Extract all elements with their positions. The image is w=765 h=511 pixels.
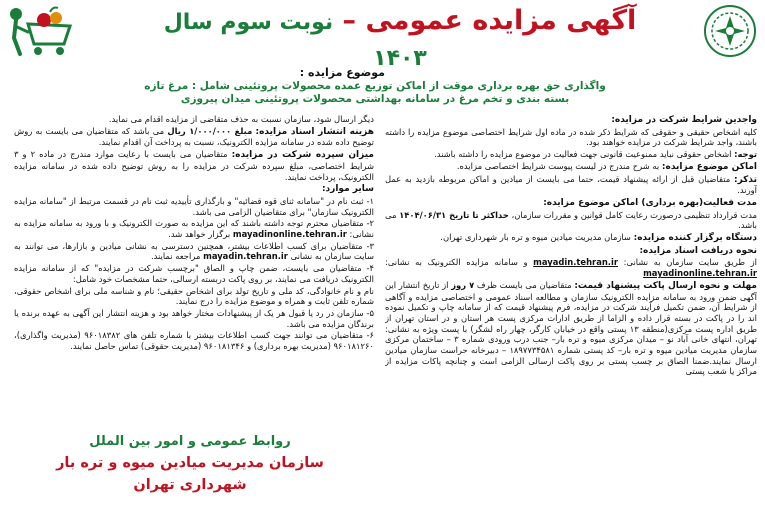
list-item: نام و نام خانوادگی، کد ملی و تاریخ تولد برای اشخاص حقیقی؛ نام و شناسه ملی برای اشخاص حقوقی، شماره تلفن ثابت و همراه و موضوع مزایده را درج نمایند. [14, 285, 374, 307]
title-separator: – [333, 5, 366, 36]
right-column [385, 114, 757, 508]
intro-text: دیگر ارسال شود، سازمان نسبت به حذف متقاضی از مزایده اقدام می نماید. [108, 114, 374, 124]
footer-department: روابط عمومی و امور بین الملل [89, 434, 291, 449]
note-text: اشخاص حقوقی نباید ممنوعیت قانونی جهت فعالیت در موضوع مزایده را داشته باشند. [434, 149, 732, 160]
receive-heading: نحوه دریافت اسناد مزایده: [639, 245, 757, 256]
footer-organization: سازمان مدیریت میادین میوه و تره بار شهرداری تهران [56, 455, 324, 493]
title-main: آگهی مزایده عمومی [365, 5, 637, 36]
cost-heading: هزینه انتشار اسناد مزایده: [255, 126, 374, 137]
reminder-text: متقاضیان قبل از ارائه پیشنهاد قیمت، حتما می بایست از میادین و اماکن مربوطه بازدید به عمل آورند. [385, 173, 757, 196]
site-link[interactable]: mayadin.tehran.ir [533, 257, 618, 268]
item-2-text: ۲- متقاضیان محترم توجه داشته باشند که این مزایده به صورت الکترونیک و با ورود به سامانه مزایده به نشانی: [14, 218, 374, 240]
list-item: ۶- متقاضیان می توانند جهت کسب اطلاعات بیشتر با شماره تلفن های ۹۶۰۱۸۳۸۲ (مدیریت واگذاری)، ۹۶۰۱۸۱۲۶۰ (مدیریت بهره برداری) و ۹۶۰۱۸۱۳۴۶ (مدیریت حقوقی) تماس حاصل نمایند. [14, 330, 374, 352]
footer-signature [40, 432, 340, 496]
left-column [14, 114, 374, 414]
online-auction-link[interactable]: mayadinonline.tehran.ir [643, 268, 757, 279]
duration-end: می باشد. [385, 209, 757, 231]
deposit-heading: میزان سپرده شرکت در مزایده: [231, 150, 374, 161]
cost-text: می باشد که متقاضیان می بایست به روش توضیح داده شده در سامانه مزایده الکترونیک، نسبت به پرداخت آن اقدام نمایند. [14, 125, 374, 148]
deadline-text-1: متقاضیان می بایست ظرف [476, 279, 572, 290]
item-2-end: برگزار خواهد شد. [168, 229, 231, 240]
reminder-heading: تذکر: [733, 174, 757, 185]
duration-deadline: حداکثر تا تاریخ ۱۴۰۴/۰۶/۳۱ [399, 209, 509, 220]
deposit-text: متقاضیان می بایست با رعایت موارد مندرج در ماده ۲ و ۳ شرایط اختصاصی، مبلغ سپرده شرکت در مزایده را به روش توضیح داده شده در سامانه مزایده الکترونیک، پرداخت نمایند. [14, 149, 374, 182]
deadline-days: ۷ روز [451, 279, 475, 290]
header [0, 0, 765, 71]
receive-text-1: از طریق سایت سازمان به نشانی: [623, 257, 757, 268]
places-heading: اماکن موضوع مزایده: [661, 161, 757, 172]
list-item: ۵- سازمان در رد یا قبول هر یک از پیشنهادات مختار خواهد بود و هزینه انتشار این آگهی به عهده برنده یا برندگان مزایده می باشد. [14, 307, 374, 329]
page-title [150, 4, 650, 76]
deadline-heading: مهلت و نحوه ارسال پاکت پیشنهاد قیمت: [574, 280, 757, 291]
note-heading: توجه: [734, 149, 757, 160]
duration-heading: مدت فعالیت(بهره برداری) اماکن موضوع مزایده: [543, 197, 757, 208]
other-heading: سایر موارد: [321, 184, 374, 195]
list-item: ۴- متقاضیان می بایست، ضمن چاپ و الصاق "برچسب شرکت در مزایده" که از سامانه مزایده الکترونیک دریافت می نمایند، بر روی پاکت دربسته ارسالی، حتما مشخصات خود شامل: [14, 263, 374, 284]
shopping-cart-logo-icon [6, 4, 74, 58]
item-3-text: ۳- متقاضیان برای کسب اطلاعات بیشتر، همچنین دسترسی به نشانی میادین و بازارها، می توانند به سایت سازمان به نشانی [14, 240, 374, 262]
site-link-2[interactable]: mayadin.tehran.ir [203, 251, 288, 262]
places-text: به شرح مندرج در لیست پیوست شرایط اختصاصی مزایده. [456, 160, 660, 171]
receive-text-2: و سامانه مزایده الکترونیک به نشانی: [385, 257, 528, 268]
item-3-end: مراجعه نمایند. [150, 251, 201, 262]
duration-text: مدت قرارداد تنظیمی درصورت رعایت کامل قوانین و مقررات سازمان، [511, 209, 757, 220]
deadline-text-2: از تاریخ انتشار این آگهی ضمن ورود به سامانه مزایده الکترونیک سازمان و مطالعه اسناد عمومی و اختصاصی مزایده و آگاهی از شرایط آن، ضمن تکمیل فرآیند شرکت در مزایده، فرم پیشنهاد قیمت که از سامانه چاپ و تکمیل نموده اند را در پاکت در بسته قرار داده و الزاما از طریق ادارات مرکزی پست هر استان و در استان تهران از طریق اداره پست مرکزی(منطقه ۱۳ پستی واقع در خیابان کارگر، چهار راه لشگر) با پست ویژه به نشانی: تهران، انتهای خانی آباد نو – میدان مرکزی میوه و تره بار– جنب درب ورودی شماره ۳ – ساختمان مرکزی سازمان مدیریت میادین میوه و تره بار– کد پستی شماره ۱۸۹۷۷۳۴۵۸۱ – دبیرخانه حراست سازمان میادین ارسال نمایند.ضمنا الصاق بر چسب پستی بر روی پاکت ارسالی الزامی است و چنانچه پاکات مزایده از مراکز یا شعب پستی [385, 279, 757, 377]
organizer-heading: دستگاه برگزار کننده مزایده: [633, 233, 757, 244]
cost-amount: مبلغ ۱/۰۰۰/۰۰۰ ریال [167, 125, 253, 136]
auction-subject: واگذاری حق بهره برداری موقت از اماکن توزیع عمده محصولات پروتئینی شامل : مرغ تازه بسته بندی و تخم مرغ در سامانه بهداشتی محصولات پروتئینی میدان پیروزی [144, 80, 606, 105]
tehran-municipality-logo-icon [703, 4, 757, 58]
list-item: ۱- ثبت نام در "سامانه ثنای قوه قضائیه" و بارگذاری تأییدیه ثبت نام در قسمت مرتبط از "سامانه مزایده الکترونیک سازمان" برای متقاضیان الزامی می باشد. [14, 195, 374, 217]
conditions-heading: واجدین شرایط شرکت در مزایده: [611, 115, 757, 125]
conditions-text: کلیه اشخاص حقیقی و حقوقی که شرایط ذکر شده در ماده اول شرایط اختصاصی موضوع مزایده را داشته باشند، واجد شرایط شرکت در مزایده خواهند بود. [385, 126, 757, 148]
organizer-text: سازمان مدیریت میادین میوه و تره بار شهرداری تهران. [440, 232, 631, 243]
title-round: نوبت سوم سال ۱۴۰۳ [163, 10, 427, 71]
online-auction-link-2[interactable]: mayadinonline.tehran.ir [232, 229, 347, 240]
subject-label: موضوع مزایده : [299, 66, 385, 79]
